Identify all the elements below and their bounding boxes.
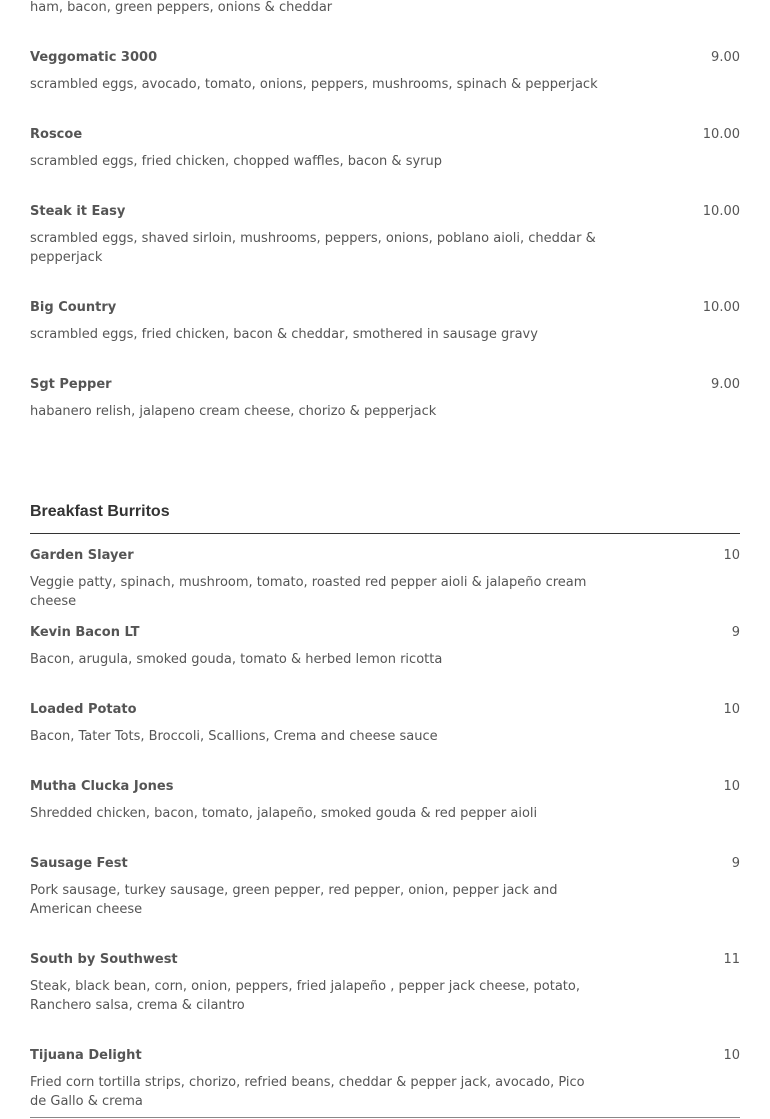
item-description: Pork sausage, turkey sausage, green pepper, red pepper, onion, pepper jack and American cheese: [30, 883, 558, 917]
item-description: Fried corn tortilla strips, chorizo, refried beans, cheddar & pepper jack, avocado, Pico de Gallo & crema: [30, 1075, 585, 1109]
item-price: 10.00: [702, 300, 740, 315]
item-name: Veggomatic 3000: [30, 50, 158, 65]
item-description: scrambled eggs, avocado, tomato, onions, peppers, mushrooms, spinach & pepperjack: [30, 77, 598, 92]
section-title-breakfast-burritos: Breakfast Burritos: [30, 503, 170, 520]
item-description: Steak, black bean, corn, onion, peppers, fried jalapeño , pepper jack cheese, potato, Ranchero salsa, crema & cilantro: [30, 979, 580, 1013]
item-description: Bacon, arugula, smoked gouda, tomato & herbed lemon ricotta: [30, 652, 443, 667]
item-name: Kevin Bacon LT: [30, 625, 140, 640]
item-name: Mutha Clucka Jones: [30, 779, 174, 794]
item-price: 10: [723, 702, 740, 717]
item-name: Roscoe: [30, 127, 83, 142]
item-price: 9.00: [711, 50, 740, 65]
item-description: scrambled eggs, fried chicken, chopped waffles, bacon & syrup: [30, 154, 443, 169]
item-description: scrambled eggs, shaved sirloin, mushrooms, peppers, onions, poblano aioli, cheddar & pepperjack: [30, 231, 596, 265]
item-name: Steak it Easy: [30, 204, 126, 219]
item-name: Tijuana Delight: [30, 1048, 142, 1063]
item-name: Loaded Potato: [30, 702, 137, 717]
item-name: Big Country: [30, 300, 117, 315]
item-name: Sgt Pepper: [30, 377, 112, 392]
item-price: 9: [731, 856, 740, 871]
item-price: 10: [723, 1048, 740, 1063]
item-price: 10: [723, 548, 740, 563]
item-price: 10.00: [702, 204, 740, 219]
item-description: Veggie patty, spinach, mushroom, tomato, roasted red pepper aioli & jalapeño cream cheese: [30, 575, 587, 609]
item-name: Sausage Fest: [30, 856, 128, 871]
bottom-divider: [30, 1117, 740, 1118]
previous-item-description: ham, bacon, green peppers, onions & cheddar: [30, 0, 333, 15]
item-name: Garden Slayer: [30, 548, 134, 563]
item-price: 10.00: [702, 127, 740, 142]
item-price: 9.00: [711, 377, 740, 392]
section-divider: [30, 533, 740, 534]
item-price: 9: [731, 625, 740, 640]
item-name: South by Southwest: [30, 952, 178, 967]
item-price: 10: [723, 779, 740, 794]
item-price: 11: [723, 952, 740, 967]
item-description: Bacon, Tater Tots, Broccoli, Scallions, Crema and cheese sauce: [30, 729, 438, 744]
item-description: scrambled eggs, fried chicken, bacon & cheddar, smothered in sausage gravy: [30, 327, 538, 342]
item-description: Shredded chicken, bacon, tomato, jalapeño, smoked gouda & red pepper aioli: [30, 806, 538, 821]
item-description: habanero relish, jalapeno cream cheese, chorizo & pepperjack: [30, 404, 437, 419]
